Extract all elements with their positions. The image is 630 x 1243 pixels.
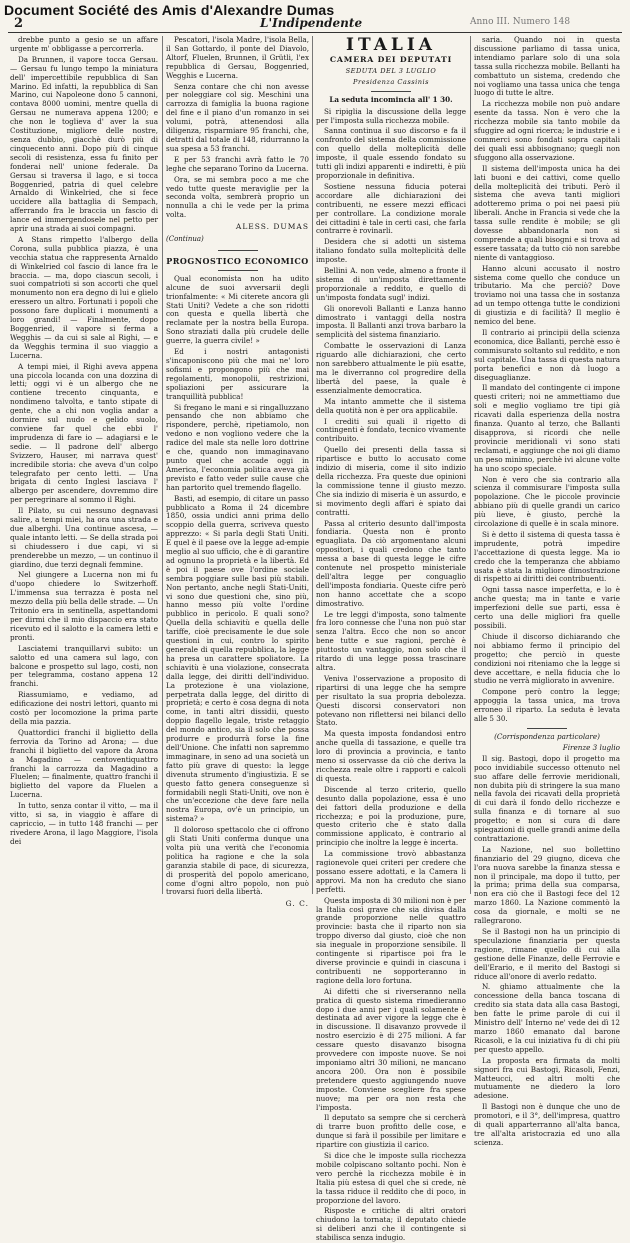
paragraph: Risposte e critiche di altri oratori chiudono la tornata; il deputato chiede si deliberi anzi che il contingente si stabilisca senza indugio. [316, 1206, 466, 1243]
author-signature: ALESS. DUMAS [235, 222, 309, 232]
watermark-caption: Document Société des Amis d'Alexandre Dumas [4, 2, 335, 18]
paragraph: Sanna continua il suo discorso e fa il confronto del sistema della commissione con quello della molteplicità delle imposte, il quale essendo fondato su tutti gli indizi apparenti e indiretti, è più proporzionale in definitiva. [316, 126, 466, 180]
paragraph: Il Pilato, su cui nessuno degnavasi salire, a tempi miei, ha ora una strada e due alberghi. Una continue ascesa, — quale intanto letti. — Se della strada poi si chiudessero i due capi, vi si prenderebbe un mezzo, — un continuo il giardino, due terzi degnali femmine. [10, 506, 158, 569]
paragraph: Il doloroso spettacolo che ci offrono gli Stati Uniti conferma dunque una volta più una verità che l'economia politica ha ragione e che la sola garanzia stabile di pace, di sicurezza, di prosperità del popolo americano, come d'ogni altro popolo, non può trovarsi fuori della libertà. [166, 825, 309, 897]
paragraph: Senza contare che chi non avesse per noleggiare col sig. Meschini una carrozza di famiglia la buona ragione del fine e il piano d'un romanzo in sei volumi, potrà, attenendosi alla diligenza, risparmiare 95 franchi, che, detratti dal totale di 148, ridurranno la sua spesa a 53 franchi. [166, 81, 309, 153]
paragraph: A tempi miei, il Righi aveva appena una piccola locanda con una dozzina di letti; oggi vi è un albergo che ne contiene trecento cinquanta, e nondimeno talvolta, e tanto stipate di gente, che a chi non voglia andar a dormire sul nudo e gelido suolo, conviene far quel che ebbi l' imprudenza di fare io — adagiarsi e le sedie. — Il padrone dell' albergo Svizzero, Hauser, mi narrava quest' incredibile storia: che aveva d'un colpo telegrafato per cento letti. — Una brigata di cento Inglesi lasciava l' albergo per ascendere, dovremmo dire per peregrinare al sommo il Righi. [10, 361, 158, 505]
paragraph: Si ripiglia la discussione della legge per l'imposta sulla ricchezza mobile. [316, 106, 466, 125]
paragraph: Qual economista non ha udito alcune de suoi avversarii degli trionfalmente: « Mi citerete ancora gli Stati Uniti? Vedete a che son ridotti con questa e quella libertà che reclamate per la nostra bella Europa. Sono straziati dalla più crudele delle guerre, la guerra civile! » [166, 273, 309, 346]
paragraph: N. ghiamo attualmente che la concessione della banca toscana di credito sia stata data alla casa Bastogi, ben fatte le prime parole di cui il Ministro dell' Interno ne' vede dei dì 12 marzo 1860 emanato dal barone Ricasoli, e la cui iniziativa fu di chi più per questo appello. [474, 982, 620, 1054]
paragraph: In tutto, senza contar il vitto, — ma il vitto, si sa, in viaggio è affare di capriccio, — in tutto 148 franchi — per rivedere Arona, il lago Maggiore, l'isola dei [10, 801, 158, 846]
correspondence-heading: (Corrispondenza particolare) [494, 731, 600, 741]
paragraph: Chiude il discorso dichiarando che noi abbiamo fermo il principio del progetto; che perciò in queste condizioni noi riteniamo che la legge si deve accettare, e nella fiducia che lo studio ne verrà migliorato in avvenire. [474, 631, 620, 686]
paragraph: E per 53 franchi avrà fatto le 70 leghe che separano Torino da Lucerna. [166, 154, 309, 173]
opening-line: La seduta incomincia all' 1 30. [329, 94, 453, 104]
header-rule [8, 32, 622, 33]
paragraph: Combatte le osservazioni di Lanza riguardo alle dichiarazioni, che certo non sarebbero attualmente le più esatte, ma le diverranno col progredire della libertà del paese, la quale è essenzialmente democratica. [316, 341, 466, 395]
column-divider [470, 36, 471, 894]
paragraph: Questa imposta di 30 milioni non è per la Italia così grave che sia divisa dalla grande proporzione nelle quattro provincie: basta che il riparto non sia troppo diverso dal giusto, cioè che non sia ineguale in proporzione sensibile. Il contingente si ripartisce poi fra le diverse provincie e quindi in ciascuna i contribuenti ne sopporteranno in ragione della loro fortuna. [316, 895, 466, 985]
paragraph: Ora, se mi sembra poco a me che vedo tutte queste meraviglie per la seconda volta, sembrerà proprio un nonnulla a chi le vede per la prima volta. [166, 174, 309, 220]
paragraph: Riassumiamo, e vediamo, ad edificazione dei nostri lettori, quanto mi costò per locomozione la prima parte della mia pazzia. [10, 690, 158, 726]
column-economy [166, 35, 309, 909]
paragraph: I crediti sui quali il rigetto di contingenti è fondato, tecnico vivamente contribuito. [316, 416, 466, 444]
issue-line: Anno III. Numero 148 [470, 17, 571, 27]
column-divider [162, 36, 163, 894]
paragraph: Ogni tassa nasce imperfetta, e lo è anche questa; ma in tante e varie imperfezioni delle sue parti, essa è certo una delle migliori fra quelle possibili. [474, 585, 620, 630]
paragraph: La Nazione, nel suo bollettino finanziario del 29 giugno, diceva che l'ora nuova sarebbe la finanza stessa e non il principale, ma dopo il tutto, per la prima; prima della sua comparsa, non era ciò che il Bastogi fece del 12 marzo 1860. La Nazione commentò la cosa da giornale, e molti se ne rallegrarono. [474, 844, 620, 926]
column-divider [312, 36, 313, 894]
paragraph: La ricchezza mobile non può andare esente da tassa. Non è vero che la ricchezza mobile sia tanto mobile da sfuggire ad ogni ricerca; le industrie e i commerci sono fondati sopra capitali dei quali essi abbisognano; quegli non sfuggono alla osservazione. [474, 99, 620, 162]
paragraph: Il sig. Bastogi, dopo il progetto ma poco invidiabile successo ottenuto nel suo affare delle ferrovie meridionali, non dubita più di stringere la sua mano nella favola dei ricavati della proprietà di cui darà il fondo dello ricchezze e sulla finanza e di tornare al suo progetto; e non si cura di dare spiegazioni di quelle grandi anime della contrattazione. [474, 753, 620, 843]
presidency: Presidenza Cassinis [353, 77, 429, 86]
section-heading: PROGNOSTICO ECONOMICO [166, 255, 309, 266]
paragraph: Il mandato del contingente ci impone questi criteri; noi ne ammettiamo due soli e meglio vogliamo tre tipi già ricavati dalla esperienza della nostra finanza. Quanto al terzo, che Ballanti disapprova, si ricordi che nelle provincie meridionali vi sono stati reclamati, e aggiunge che noi gli diamo un peso minimo, perchè ivi alcune volte ha uno scopo speciale. [474, 383, 620, 473]
paragraph: A Stans rimpetto l'albergo della Corona, sulla pubblica piazza, è una vecchia statua che rappresenta Arnaldo di Winkelried col fascio di lance fra le braccia. — ma, dopo ciascun secoli, i suoi compatrioti si son accorti che quel monumento non era degno di lui e glielo eressero un altro. Fortunati i popoli che possono fare duplicati i monumenti a loro grandi! — Finalmente, dopo Boggenried, il vapore si ferma a Wegghis — da cui si sale al Righi, — e da Wegghis termina il suo viaggio a Lucerna. [10, 234, 158, 360]
paragraph: Veniva l'osservazione a proposito di ripartirsi di una legge che ha sempre per risultato la sua propria debolezza. Questi discorsi conservatori non potevano non riflettersi nei bilanci dello Stato. [316, 673, 466, 728]
paragraph: Nel giungere a Lucerna non mi fu d'uopo chiedere lo Switzerhoff. L'immensa sua terrazza è posta nel mezzo della più bella delle strade. — Un Tritonio era in sentinella, aspettandomi per dirmi che il mio dispaccio era stato ricevuto ed il salotto e la camera letti e pronti. [10, 570, 158, 642]
column-italia [316, 35, 466, 1243]
paragraph: Il Bastogi non è dunque che uno de promotori, e il 3°, dell'impresa, quattro di quali apparterranno all'alta banca, tre all'alta aristocrazia ed uno alla scienza. [474, 1102, 620, 1147]
section-divider [218, 270, 258, 271]
section-divider [371, 91, 411, 92]
paragraph: Ai difetti che si riverseranno nella pratica di questo sistema rimedieranno dopo i due anni per i quali solamente è destinata ad aver vigore la legge che è in discussione. Il disavanzo provvede il nostro esercizio è di 275 milioni. A far cessare questo disavanzo bisogna provvedere con imposte nuove. Se noi imponiamo altri 30 milioni, ne mancano ancora 200. Ora non è possibile pretendere questo aggiungendo nuove imposte. Conviene scegliere fra spese nuove; ma per ora non resta che l'imposta. [316, 986, 466, 1112]
paragraph: La proposta era firmata da molti signori fra cui Bastogi, Ricasoli, Fenzi, Matteucci, ed altri molti che mutuamente ne diedero la loro adesione. [474, 1055, 620, 1101]
article-initials: G. C. [285, 899, 309, 909]
page-number: 2 [14, 16, 24, 31]
paragraph: saria. Quando noi in questa discussione parliamo di tassa unica, intendiamo parlare solo di una sola tassa sulla ricchezza mobile. Bellanti ha combattuto un sistema, credendo che noi vogliamo una tassa unica che tenga luogo di tutte le altre. [474, 35, 621, 98]
paragraph: Lasciatemi tranquillarvi subito: un salotto ed una camera sul lago, con balcone e prospetto sul lago, costi, non per telegramma, costano appena 12 franchi. [10, 643, 158, 689]
paragraph: Si fregano le mani e si ringalluzzano pensando che non abbiamo che rispondere, perchè, ripetiamolo, non vedono e non vogliono vedere che la radice del male sta nelle loro dottrine e che, quando non immaginavano punto quel che accade oggi in America, l'economia politica aveva già previsto e fatto veder sulle cause che han partorito quel tremendo flagello. [166, 402, 309, 492]
column-correspondence [474, 35, 621, 1147]
section-divider [527, 728, 567, 729]
paragraph: Quattordici franchi il biglietto della ferrovia da Torino ad Arona; — due franchi il biglietto del vapore da Arona a Magadino — centoventiquattro franchi la carrozza da Magadino a Fluelen; — finalmente, quattro franchi il biglietto del vapore da Fluelen a Lucerna. [10, 727, 158, 800]
paragraph: Compone però contro la legge; appoggia la tassa unica, ma trova erroneo il riparto. La seduta è levata alle 5 30. [474, 687, 620, 724]
paragraph: Basti, ad esempio, di citare un passo pubblicato a Roma il 24 dicembre 1850, ossia undici anni prima dello scoppio della guerra, scriveva questo apprezzo: « Si parla degli Stati Uniti. E quel è il paese ove la legge ad-empie meglio al suo ufficio, che è di garantire ad ognuno la proprietà e la libertà. Ed è poi il paese ove l'ordine sociale sembra poggiare sulle basi più stabili. Non pertanto, anche negli Stati-Uniti, vi sono due questioni che, sino più, hanno messo più volte l'ordine pubblico in pericolo. E quali sono? Quella della schiavitù e quella delle tariffe, cioè precisamente le due sole questioni in cui, contro lo spirito generale di quella repubblica, la legge ha presa un carattere spoliatore. La schiavitù è una violazione, consecrata dalla legge, dei diritti dell'individuo. La protezione è una violazione, perpetrata dalla legge, del diritto di proprietà; e certo è cosa degna di nota come, in tanti altri dissidii, questo doppio flagello legale, triste retaggio del mondo antico, sia il solo che possa produrre e produrrà forse la fine dell'Unione. Che infatti non sapremmo immaginare, in seno ad una società un fatto più grave di questo: la legge divenuta strumento d'ingiustizia. E se questo fatto genera conseguenze sì formidabili negli Stati-Uniti, ove non è che un'eccezione che deve fare nella nostra Europa, ov'è un principio, un sistema? » [166, 493, 309, 824]
continued-note: (Continua) [166, 235, 204, 244]
paragraph: drebbe punto a gesio se un affare urgente m' obbligasse a percorrerla. [10, 35, 158, 53]
paragraph: Le tre leggi d'imposta, sono talmente fra loro connesse che l'una non può star senza l'altra. Ecco che non so ancor bene tutte e sue ragioni, perchè è piuttosto un vantaggio, non solo che il ritardo di una legge possa trascinare altra. [316, 609, 466, 672]
paragraph: Ma intanto ammette che il sistema della quotità non è per ora applicabile. [316, 396, 466, 415]
section-subtitle: CAMERA DEI DEPUTATI [329, 55, 453, 64]
paragraph: Ma questa imposta fondandosi entro anche quella di tassazione, e quelle tra loro di provincia a provincia, e tanto meno si osservasse da ciò che deriva la ricchezza reale oltre i rapporti e calcoli di questa. [316, 729, 466, 783]
section-divider [218, 250, 258, 251]
paragraph: Passa al criterio desunto dall'imposta fondiaria. Questa non è pronto eguagliata. Da ciò argomentano alcuni oppositori, i quali credono che tanto messa a base di questa legge le cifre contenute nel prospetto ministeriale dell'altra legge per conguaglio dell'imposta fondiaria. Queste cifre però non hanno accettate che a scopo dimostrativo. [316, 518, 466, 608]
paragraph: Gli onorevoli Ballanti e Lanza hanno dimostrato i vantaggi della nostra imposta. Il Ballanti anzi trova barbaro la semplicità del sistema finanziario. [316, 303, 466, 340]
paragraph: Hanno alcuni accusato il nostro sistema come quello che conduce un tributario. Ma che perciò? Dove troviamo noi una tassa che in sostanza ad un tempo ottenga tutte le condizioni di giustizia e di facilità? Il meglio è nemico del bene. [474, 263, 620, 327]
paragraph: Il deputato sa sempre che si cercherà di trarre buon profitto delle cose, e dunque si farà il possibile per limitare e ripartire con giustizia il carico. [316, 1113, 466, 1150]
column-feuilleton [10, 36, 158, 896]
paragraph: Sostiene nessuna fiducia poterai accordare alle dichiarazioni dei contribuenti, ne essere mezzi efficaci per controllare. La condizione morale dei cittadini è tale in certi casi, che farla contrarre è rovinarli. [316, 181, 466, 236]
sitting-date: SEDUTA DEL 3 LUGLIO [345, 66, 437, 75]
paragraph: Da Brunnen, il vapore tocca Gersau. — Gersau fu lungo tempo la miniatura dell' impercettibile repubblica di San Marino. Ed infatti, la repubblica di San Marino, cui Napoleone dono 5 cannoni, contava 8000 uomini, mentre quella di Gersau ne numerava appena 1200; e che non le toglieva d' aver la sua Costituzione, migliore delle nostre, senza dubbio, giacchè durò più di cinquecento anni. Dopo più di cinque secoli di resistenza, essa fu finito per fonderai nell' unione federale. Da Gersau si traversa il lago, e si tocca Boggenried, patria di quel celebre Arnaldo di Winkelried, che si fece uccidere alla battaglia di Sempach, afferrando fra le braccia un fascio di lance ed immergendosele nel petto per aprir una strada ai suoi compagni. [10, 54, 158, 234]
paragraph: Si è detto il sistema di questa tassa è imprudente, potrà impedire l'accettazione di questa legge. Ma io credo che la temperanza che abbiamo usata è stata la migliore dimostrazione di rispetto ai diritti dei contribuenti. [474, 529, 620, 584]
paragraph: Quello dei presenti della tassa si ripartisce e butto lo accusato come indizio di miseria, come il sito indizio della ricchezza. Fra queste due opinioni la commissione tenne il giusto mezzo. Che sia indizio di miseria è un assurdo, e si movimento degli affari è spiato dai contratti. [316, 445, 466, 517]
paragraph: La commissione trovò abbastanza ragionevole quei criteri per credere che possano essere adottati, e la Camera li approvi. Ma non ha creduto che siano perfetti. [316, 849, 466, 894]
newspaper-title: L'Indipendente [260, 16, 363, 30]
page-masthead [0, 16, 630, 30]
paragraph: Discende al terzo criterio, quello desunto dalla popolazione, essa è uno dei fattori della produzione e della ricchezza; e poi la produzione, pure, questo criterio che è stato dalla commissione applicato, è contrario al principio che inoltre la legge è incerta. [316, 784, 466, 848]
paragraph: Si dice che le imposte sulla ricchezza mobile colpiscano soltanto pochi. Non è vero perchè la ricchezza mobile è in Italia più estesa di quel che si crede, nè la tassa riduce il reddito che di poco, in proporzione del lavoro. [316, 1151, 466, 1205]
paragraph: Bellini A. non vede, almeno a fronte il sistema di un'imposta direttamente proporzionale a reddito, e quello di un'imposta fondata sugl' indizi. [316, 266, 466, 302]
paragraph: Il contrario ai principii della scienza economica, dice Ballanti, perchè esso è commisurato soltanto sul reddito, e non sul capitale. Una tassa di questa natura porta benefici e non dà luogo a diseguaglianze. [474, 328, 620, 382]
section-title: ITALIA [346, 35, 436, 55]
paragraph: Ed i nostri antagonisti s'incaponiscono più che mai ne' loro sofismi e propongono più che mai regolamenti, monopolii, restrizioni, spoliazioni per assicurare la tranquillità pubblica! [166, 347, 309, 401]
paragraph: Pescatori, l'isola Madre, l'isola Bella, il San Gottardo, il ponte del Diavolo, Altorf, Fluelen, Brunnen, il Grütli, l'ex repubblica di Gersau, Boggenried, Wegghis e Lucerna. [166, 35, 309, 80]
paragraph: Se il Bastogi non ha un principio di speculazione finanziaria per questa ragione, rimane quello di cui alla gestione delle Finanze, delle Ferrovie e dell'Erario, e il merito del Bastogi si riduce all'onore di averlo redatto. [474, 927, 620, 981]
paragraph: Il sistema dell'imposta unica ha dei lati buoni e dei cattivi, come quello della molteplicità dei tributi. Però il sistema che aveva tanti migliori adotteremo prima o poi nei paesi più liberali. Anche in Francia si vede che la tassa sulle rendite è mobile; se gli dovesse abbandonarla non si comprende a quali bisogni e si trova ad essere tassata; da tutto ciò non sarebbe niente di vantaggioso. [474, 163, 620, 262]
correspondence-dateline: Firenze 3 luglio [562, 742, 620, 752]
paragraph: Desidera che si adotti un sistema italiano fondato sulla molteplicità delle imposte. [316, 237, 466, 265]
paragraph: Non è vero che sia contrario alla scienza il commisurare l'imposta sulla popolazione. Che le piccole provincie abbiano più di quelle grandi un carico più lieve, è giusto, perchè la circolazione di quelle è in scala minore. [474, 474, 620, 529]
